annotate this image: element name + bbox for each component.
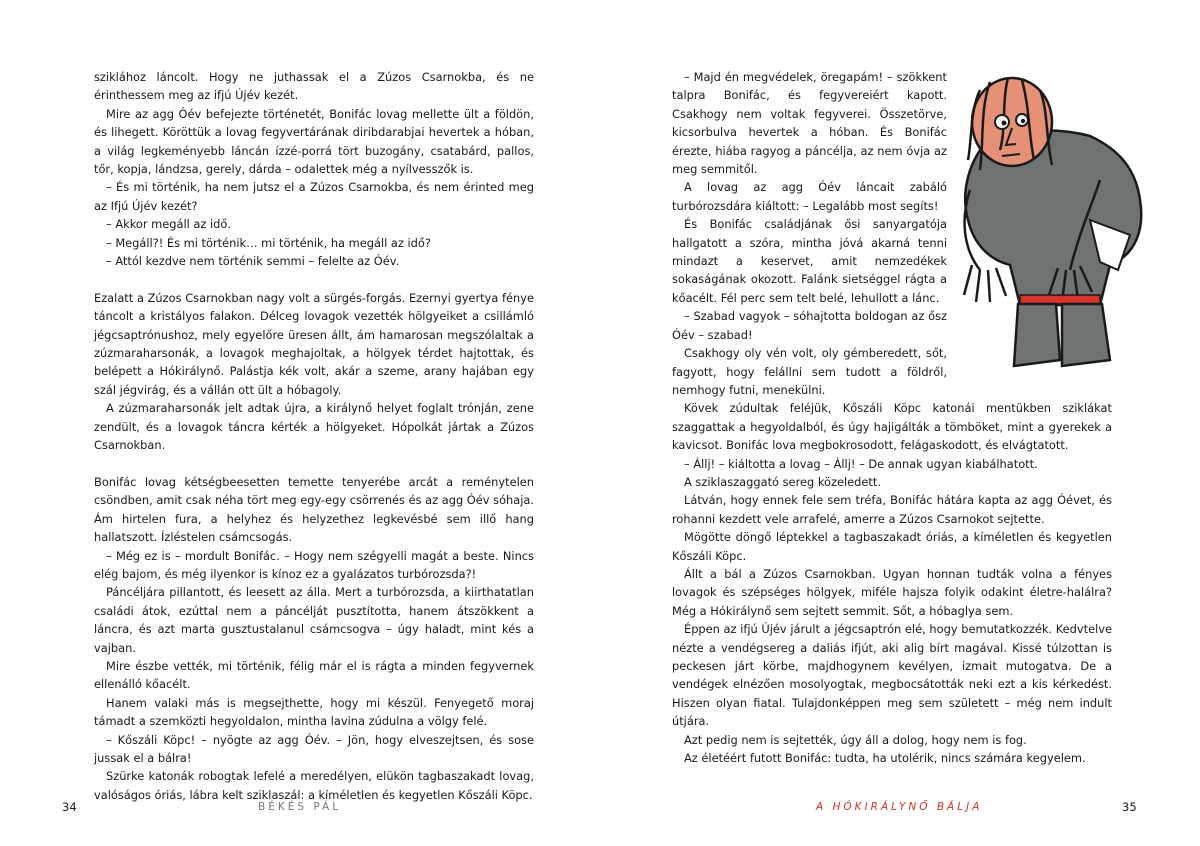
- paragraph: A lovag az agg Óév láncait zabáló turbórozsdára kiáltott: – Legalább most segíts!: [672, 180, 947, 213]
- paragraph: – Még ez is – mordult Bonifác. – Hogy nem szégyelli magát a beste. Nincs elég bajom, és még ilyenkor is kínoz ez a gyalázatos turbórozsda?!: [94, 548, 534, 581]
- paragraph: – Attól kezdve nem történik semmi – felelte az Óév.: [106, 254, 400, 269]
- paragraph: Mire az agg Óév befejezte történetét, Bonifác lovag mellette ült a földön, és lihegett. Köröttük a lovag fegyvertárának diribdarabjai hevertek a hóban, a világ legkeményebb láncán ízzé-porrá tört buzogány, csatabárd, pallos, tőr, kopja, lándzsa, gerely, dárda – odalettek még a nyílvesszők is.: [94, 106, 534, 177]
- paragraph: Csakhogy oly vén volt, oly gémberedett, sőt, fagyott, hogy felállni sem tudott a földről, nemhogy futni, menekülni.: [672, 346, 947, 397]
- paragraph: – Akkor megáll az idő.: [106, 217, 231, 232]
- wrapped-text-block: [672, 68, 947, 399]
- page-number: 34: [62, 800, 77, 814]
- paragraph: sziklához láncolt. Hogy ne juthassak el a Zúzos Csarnokba, és ne érinthessem meg az ifjú Újév kezét.: [94, 70, 534, 103]
- paragraph: Ezalatt a Zúzos Csarnokban nagy volt a sürgés-forgás. Ezernyi gyertya fénye táncolt a kristályos falakon. Délceg lovagok vezették hölgyeiket a csillámló jégcsaptrónushoz, mely egyelőre üresen állt, ám hamarosan megszólaltak a zúzmaraharsonák, a lovagok meghajoltak, a hölgyek térdet hajtottak, és belépett a Hókirálynő. Palástja kék volt, akár a szeme, arany hajában egy szál jégvirág, és a vállán ott ült a hóbagoly.: [94, 290, 534, 397]
- paragraph: És Bonifác családjának ősi sanyargatója hallgatott a szóra, mintha jóvá akarná tenni mindazt a keservet, amit nemzedékek sokaságának okozott. Falánk sietséggel rágta a kőacélt. Fél perc sem telt belé, lehullott a lánc.: [672, 217, 947, 305]
- paragraph: A sziklaszaggató sereg közeledett.: [684, 474, 881, 489]
- paragraph: – Állj! – kiáltotta a lovag – Állj! – De annak ugyan kiabálhatott.: [684, 456, 1038, 471]
- hand-left: [964, 265, 1006, 302]
- running-head-title: A HÓKIRÁLYNŐ BÁLJA: [816, 801, 983, 813]
- paragraph: Állt a bál a Zúzos Csarnokban. Ugyan honnan tudták volna a fényes lovagok és szépséges hölgyek, miféle hajsza folyik odakint életre-halálra? Még a Hókirálynő sem sejtett semmit. Sőt, a hóbaglya sem.: [672, 566, 1112, 618]
- paragraph: A zúzmaraharsonák jelt adtak újra, a királynő helyet foglalt trónján, zene zendült, és a lovagok táncra kérték a hölgyeket. Hópolkát jártak a Zúzos Csarnokban.: [94, 401, 534, 453]
- paragraph: – Majd én megvédelek, öregapám! – szökkent talpra Bonifác, és fegyvereiért kapott. Csakhogy nem voltak fegyverei. Összetörve, kicsorbulva hevertek a hóban. És Bonifác érezte, hiába ragyog a páncélja, az nem óvja az meg semmitől.: [672, 70, 947, 177]
- paragraph: Azt pedig nem is sejtették, úgy áll a dolog, hogy nem is fog.: [684, 732, 1027, 747]
- paragraph: Éppen az ifjú Újév járult a jégcsaptrón elé, hogy bemutatkozzék. Kedvtelve nézte a vendégsereg a daliás ifjút, aki alig bírt magával. Kissé túlzottan is peckesen járt körbe, majdhogynem kevélyen, izmait mutogatva. De a vendégek elnézően mosolyogtak, megbocsátották neki ezt a kis kérkedést. Hiszen olyan fiatal. Tulajdonképpen meg sem született – még nem indult útjára.: [672, 622, 1112, 729]
- paragraph: Látván, hogy ennek fele sem tréfa, Bonifác hátára kapta az agg Óévet, és rohanni kezdett vele arrafelé, amerre a Zúzos Csarnokot sejtette.: [672, 493, 1112, 526]
- paragraph: Kövek zúdultak feléjük, Kőszáli Köpc katonái mentükben sziklákat szaggattak a hegyoldalból, és úgy hajigálták a tömböket, mint a gyerekek a kavicsot. Bonifác lova megbokrosodott, felágaskodott, és elvágtatott.: [672, 401, 1112, 453]
- paragraph: – Kőszáli Köpc! – nyögte az agg Óév. – Jön, hogy elveszejtsen, és sose jussak el a bálra!: [94, 732, 534, 765]
- running-head-author: BÉKÉS PÁL: [258, 801, 342, 813]
- page-number: 35: [1122, 800, 1137, 814]
- pupil-right: [1021, 119, 1025, 123]
- left-text-column: [94, 68, 534, 804]
- paragraph: Bonifác lovag kétségbeesetten temette tenyerébe arcát a reménytelen csöndben, amit csak néha tört meg egy-egy csörrenés és az agg Óév sóhaja. Ám hirtelen fura, a helyhez és helyzethez legkevésbé sem illő hang hallatszott. Ízléstelen csámcsogás.: [94, 474, 535, 545]
- paragraph: Hanem valaki más is megsejthette, hogy mi készül. Fenyegető moraj támadt a szemközti hegyoldalon, mintha lavina zúdulna a völgy felé.: [94, 695, 534, 729]
- boot-left: [1014, 304, 1060, 366]
- paragraph: Mögötte döngő léptekkel a tagbaszakadt óriás, a kíméletlen és kegyetlen Kőszáli Köpc.: [672, 530, 1112, 563]
- belt-shape: [1020, 295, 1100, 304]
- right-page: [600, 0, 1200, 846]
- paragraph: – Megáll?! És mi történik… mi történik, ha megáll az idő?: [106, 235, 431, 250]
- paragraph: – Szabad vagyok – sóhajtotta boldogan az ősz Óév – szabad!: [672, 309, 947, 342]
- boot-right: [1062, 304, 1110, 366]
- old-man-figure-icon: [950, 70, 1150, 376]
- pupil-left: [1002, 121, 1007, 126]
- paragraph: Mire észbe vették, mi történik, félig már el is rágta a minden fegyvernek ellenálló kőacélt.: [94, 658, 534, 692]
- paragraph: Az életéért futott Bonifác: tudta, ha utolérik, nincs számára kegyelem.: [684, 751, 1086, 766]
- paragraph: – És mi történik, ha nem jutsz el a Zúzos Csarnokba, és nem érinted meg az Ifjú Újév kezét?: [94, 180, 534, 213]
- paragraph: Szürke katonák robogtak lefelé a meredélyen, elükön tagbaszakadt lovag, valóságos óriás, lábra kelt sziklaszál: a kíméletlen és kegyetlen Kőszáli Köpc.: [94, 769, 534, 802]
- paragraph: Páncéljára pillantott, és leesett az álla. Mert a turbórozsda, a kiirthatatlan családi átok, ezúttal nem a páncélját pusztította, hanem átszökkent a láncra, és azt marta gusztustalanul csámcsogva – úgy haladt, mint kés a vajban.: [94, 585, 534, 655]
